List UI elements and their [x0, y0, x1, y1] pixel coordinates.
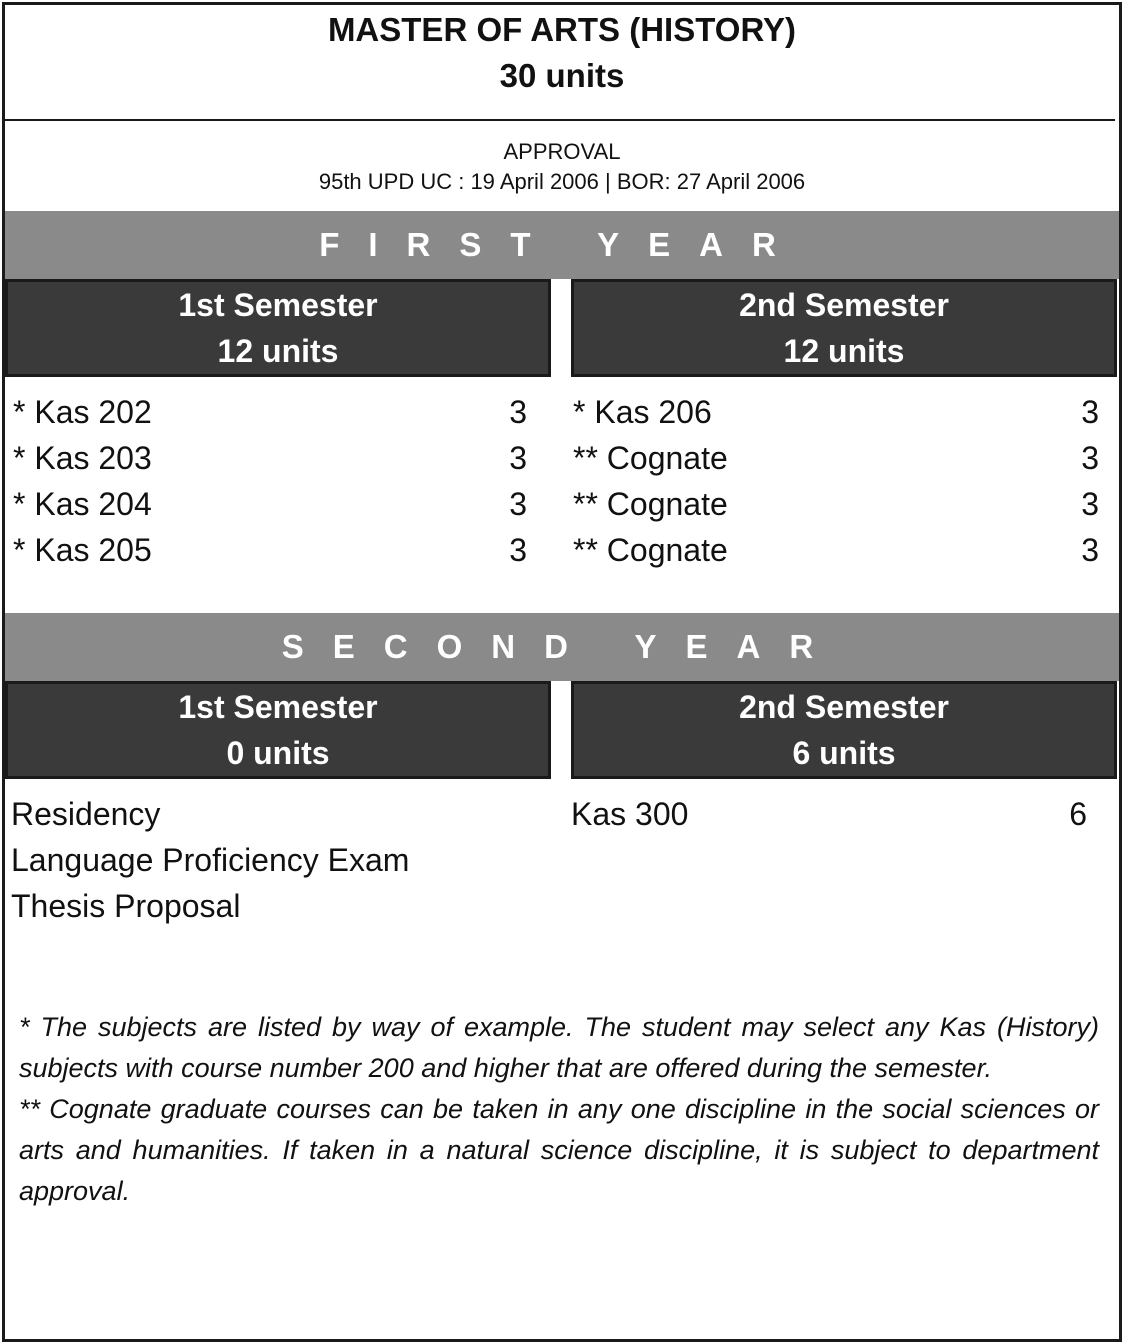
- course-name: Kas 300: [571, 796, 689, 832]
- list-item: [571, 791, 1087, 837]
- course-name: ** Cognate: [573, 440, 728, 476]
- course-name: * Kas 205: [13, 532, 152, 568]
- course-name: ** Cognate: [573, 532, 728, 568]
- course-name: ** Cognate: [573, 486, 728, 522]
- course-units: 3: [1081, 486, 1099, 522]
- semester-name: 1st Semester: [178, 689, 378, 725]
- semester-units: 6 units: [792, 735, 896, 771]
- footnote-cognate-courses: ** Cognate graduate courses can be taken in any one discipline in the social sciences or arts and humanities. If taken in a natural science discipline, it is subject to department approval.: [19, 1094, 1099, 1206]
- course-units: 3: [1081, 532, 1099, 568]
- course-list-y2-s2: [571, 791, 1087, 837]
- course-name: * Kas 204: [13, 486, 152, 522]
- program-title: MASTER OF ARTS (HISTORY): [327, 11, 797, 48]
- semester-name: 2nd Semester: [739, 689, 949, 725]
- list-item: [13, 527, 527, 573]
- semester-name: 2nd Semester: [739, 287, 949, 323]
- list-item: [573, 435, 1099, 481]
- course-units: 3: [509, 486, 527, 522]
- list-item: [573, 481, 1099, 527]
- course-units: 3: [509, 532, 527, 568]
- list-item: [13, 481, 527, 527]
- year-bar-second: SECOND YEAR: [5, 613, 1119, 681]
- footnote-example-subjects: * The subjects are listed by way of example. The student may select any Kas (History) subjects with course number 200 and higher that are offered during the semester.: [19, 1012, 1099, 1083]
- semester-units: 12 units: [217, 333, 339, 369]
- list-item: Thesis Proposal: [11, 888, 241, 924]
- course-units: 3: [1081, 440, 1099, 476]
- list-item: [573, 389, 1099, 435]
- course-list-y1-s2: [573, 389, 1099, 573]
- course-units: 6: [1069, 796, 1087, 832]
- semester-units: 12 units: [783, 333, 905, 369]
- list-item: Language Proficiency Exam: [11, 842, 410, 878]
- footnotes: [19, 1007, 1099, 1212]
- course-name: * Kas 206: [573, 394, 712, 430]
- list-item: Residency: [11, 796, 161, 832]
- semester-header-y1-s2: [571, 279, 1117, 377]
- approval-detail: 95th UPD UC : 19 April 2006 | BOR: 27 April 2006: [318, 169, 806, 194]
- list-item: [13, 389, 527, 435]
- course-units: 3: [509, 440, 527, 476]
- semester-name: 1st Semester: [178, 287, 378, 323]
- header-divider: [5, 119, 1115, 121]
- semester-units: 0 units: [226, 735, 330, 771]
- curriculum-card: [2, 2, 1122, 1342]
- semester-header-y2-s2: [571, 681, 1117, 779]
- list-item: [13, 435, 527, 481]
- course-name: * Kas 203: [13, 440, 152, 476]
- list-item: [573, 527, 1099, 573]
- approval-label: APPROVAL: [503, 139, 621, 164]
- course-list-y2-s1: [11, 791, 551, 929]
- course-list-y1-s1: [13, 389, 527, 573]
- year-bar-first: FIRST YEAR: [5, 211, 1119, 279]
- semester-header-y1-s1: [5, 279, 551, 377]
- course-units: 3: [1081, 394, 1099, 430]
- course-name: * Kas 202: [13, 394, 152, 430]
- course-units: 3: [509, 394, 527, 430]
- semester-header-y2-s1: [5, 681, 551, 779]
- total-units: 30 units: [499, 57, 625, 94]
